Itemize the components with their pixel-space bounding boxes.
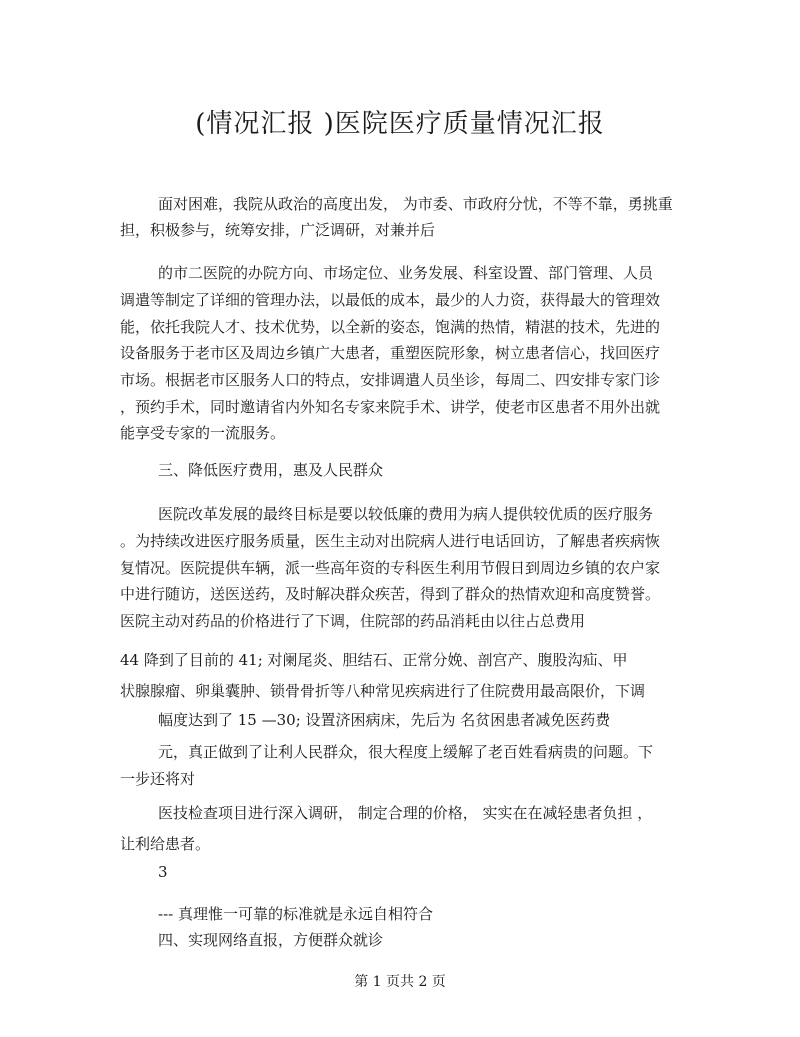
page-number-footer: 第 1 页共 2 页 (354, 974, 446, 990)
paragraph-6-line-1: 元，真正做到了让利人民群众，很大程度上缓解了老百姓看病贵的问题。下 (158, 743, 654, 761)
paragraph-3-line-2: 。为持续改进医疗服务质量，医生主动对出院病人进行电话回访，了解患者疾病恢 (120, 532, 661, 550)
paragraph-4-line-2: 状腺腺瘤、卵巢囊肿、锁骨骨折等八种常见疾病进行了住院费用最高限价，下调 (120, 682, 646, 700)
paragraph-2-line-7: 能享受专家的一流服务。 (120, 424, 286, 442)
paragraph-2-line-3: 能，依托我院人才、技术优势，以全新的姿态，饱满的热情，精湛的技术，先进的 (120, 318, 661, 336)
quote-line: --- 真理惟一可靠的标准就是永远自相符合 (158, 905, 433, 923)
paragraph-3-line-3: 复情况。医院提供车辆，派一些高年资的专科医生利用节假日到周边乡镇的农户家 (120, 559, 661, 577)
paragraph-3-line-4: 中进行随访，送医送药，及时解决群众疾苦，得到了群众的热情欢迎和高度赞誉。 (120, 585, 661, 603)
paragraph-1-line-1: 面对困难，我院从政治的高度出发， 为市委、市政府分忧，不等不靠，勇挑重 (158, 195, 673, 213)
paragraph-5: 幅度达到了 15 —30; 设置济困病床，先后为 名贫困患者减免医药费 (158, 711, 611, 729)
paragraph-1-line-2: 担，积极参与，统筹安排，广泛调研，对兼并后 (120, 221, 436, 239)
section-heading-4: 四、实现网络直报，方便群众就诊 (158, 931, 384, 949)
paragraph-4-line-1: 44 降到了目前的 41; 对阑尾炎、胆结石、正常分娩、剖宫产、腹股沟疝、甲 (120, 651, 628, 669)
document-title: (情况汇报 )医院医疗质量情况汇报 (195, 109, 605, 139)
section-heading-3: 三、降低医疗费用，惠及人民群众 (158, 461, 384, 479)
paragraph-2-line-5: 市场。根据老市区服务人口的特点，安排调遣人员坐诊，每周二、四安排专家门诊 (120, 371, 661, 389)
paragraph-7-line-2: 让利给患者。 (120, 835, 211, 853)
paragraph-7-line-1: 医技检查项目进行深入调研， 制定合理的价格， 实实在在减轻患者负担 ， (158, 804, 653, 822)
paragraph-2-line-2: 调遣等制定了详细的管理办法，以最低的成本，最少的人力资，获得最大的管理效 (120, 291, 661, 309)
paragraph-2-line-1: 的市二医院的办院方向、市场定位、业务发展、科室设置、部门管理、人员 (158, 264, 654, 282)
paragraph-2-line-4: 设备服务于老市区及周边乡镇广大患者，重塑医院形象，树立患者信心，找回医疗 (120, 344, 661, 362)
paragraph-3-line-1: 医院改革发展的最终目标是要以较低廉的费用为病人提供较优质的医疗服务 (158, 505, 654, 523)
paragraph-3-line-5: 医院主动对药品的价格进行了下调，住院部的药品消耗由以往占总费用 (120, 612, 586, 630)
paragraph-6-line-2: 一步还将对 (120, 770, 196, 788)
paragraph-2-line-6: ，预约手术，同时邀请省内外知名专家来院手术、讲学，使老市区患者不用外出就 (120, 398, 661, 416)
number-line: 3 (158, 863, 168, 881)
